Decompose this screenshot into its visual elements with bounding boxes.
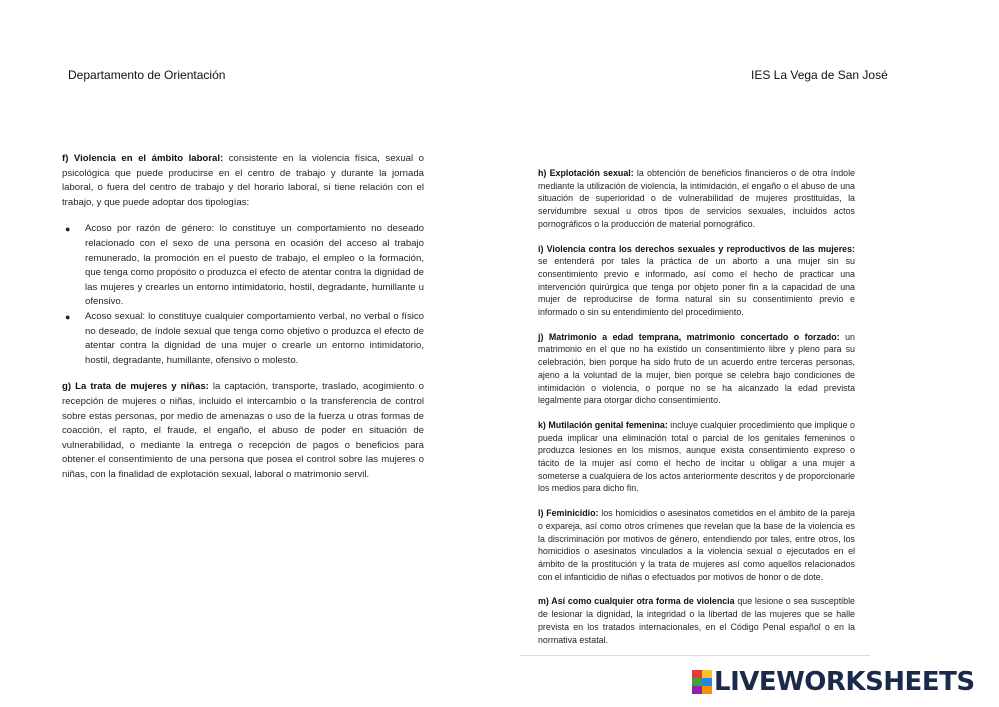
list-item: [62, 310, 424, 368]
liveworksheets-logo: [692, 667, 975, 697]
logo-text: LIVEWORKSHEETS: [714, 667, 975, 697]
bullet-icon: ●: [65, 311, 71, 322]
section-h: [538, 167, 855, 231]
typology-list: [62, 222, 424, 368]
logo-block: [702, 670, 712, 678]
section-m-title: m) Así como cualquier otra forma de violencia: [538, 596, 735, 607]
logo-block: [702, 678, 712, 686]
page-divider: [520, 655, 870, 656]
section-j-text: un matrimonio en el que no ha existido un consentimiento libre y pleno para su celebración, bien porque ha sido fruto de un acuerdo entre terceras personas, ajeno a la voluntad de la mujer, bien porque se celebra bajo condiciones de intimidación o violencia, o porque no se ha alcanzado la edad prevista legalmente para otorgar dicho consentimiento.: [538, 331, 855, 406]
section-l-text: los homicidios o asesinatos cometidos en el ámbito de la pareja o expareja, así como otros crímenes que revelan que la base de la violencia es la discriminación por motivos de género, entendiendo por tales, entre otros, los homicidios o asesinatos vinculados a la violencia sexual o ejecutados en el ámbito de la prostitución y la trata de mujeres así como aquellos relacionados con el infanticidio de niñas o efectuados por motivos de honor o de dote.: [538, 508, 855, 582]
section-i-text: se entenderá por tales la práctica de un aborto a una mujer sin su consentimiento previo e informado, así como el hecho de practicar una intervención quirúrgica que tenga por objeto poner fin a la capacidad de una mujer de reproducirse de forma natural sin su consentimiento previo e informado o sin su entendimiento del procedimiento.: [538, 256, 855, 318]
logo-block: [692, 670, 702, 678]
section-h-title: h) Explotación sexual:: [538, 168, 634, 178]
bullet-icon: ●: [65, 224, 71, 235]
section-i: [538, 243, 855, 319]
list-item-text: Acoso por razón de género: lo constituye un comportamiento no deseado relacionado con el sexo de una persona en ocasión del acceso al trabajo remunerado, la promoción en el puesto de trabajo, el empleo o la formación, que tenga como propósito o produzca el efecto de atentar contra la dignidad de las mujeres y crearles un entorno intimidatorio, hostil, degradante, humillante u ofensivo.: [85, 223, 424, 308]
section-l-title: l) Feminicidio:: [538, 508, 599, 519]
section-k-title: k) Mutilación genital femenina:: [538, 419, 668, 430]
section-i-title: i) Violencia contra los derechos sexuales y reproductivos de las mujeres:: [538, 243, 855, 254]
header-department: Departamento de Orientación: [68, 68, 226, 82]
logo-block: [702, 686, 712, 694]
section-g: [62, 380, 424, 482]
section-j-title: j) Matrimonio a edad temprana, matrimonio concertado o forzado:: [538, 331, 840, 342]
section-l: [538, 507, 855, 583]
left-column: [62, 152, 424, 494]
section-f-title: f) Violencia en el ámbito laboral:: [62, 153, 224, 164]
section-f: [62, 152, 424, 210]
section-f-text: consistente en la violencia física, sexual o psicológica que puede producirse en el centro de trabajo y durante la jornada laboral, o fuera del centro de trabajo y del horario laboral, si tiene relación con el trabajo, y que puede adoptar dos tipologías:: [62, 153, 424, 208]
section-k-text: incluye cualquier procedimiento que implique o pueda implicar una eliminación total o parcial de los genitales femeninos o produzca lesiones en los mismos, aunque exista consentimiento expreso o tácito de la mujer así como el hecho de incitar u obligar a una mujer a someterse a cualquiera de los actos anteriormente descritos y de proporcionarle los medios para dicho fin.: [538, 419, 855, 494]
list-item: [62, 222, 424, 310]
section-g-text: la captación, transporte, traslado, acogimiento o recepción de mujeres o niñas, incluido el intercambio o la transferencia de control sobre estas personas, por medio de amenazas o uso de la fuerza u otras formas de coacción, el rapto, el fraude, el engaño, el abuso de poder en situación de vulnerabilidad, o mediante la entrega o recepción de pagos o beneficios para obtener el consentimiento de una persona que posea el control sobre las mujeres o niñas, con la finalidad de explotación sexual, laboral o matrimonio servil.: [62, 381, 425, 480]
section-h-text: la obtención de beneficios financieros o de otra índole mediante la utilización de violencia, la intimidación, el engaño o el abuso de una situación de superioridad o de vulnerabilidad de mujeres prostituidas, la servidumbre sexual u otros tipos de servicios sexuales, incluidos actos pornográficos o la producción de material pornográfico.: [538, 168, 855, 229]
header-school: IES La Vega de San José: [751, 68, 888, 82]
logo-block: [692, 686, 702, 694]
logo-block: [692, 678, 702, 686]
section-j: [538, 331, 855, 407]
section-m: [538, 595, 855, 646]
section-k: [538, 419, 855, 495]
logo-icon: [692, 670, 712, 694]
list-item-text: Acoso sexual: lo constituye cualquier comportamiento verbal, no verbal o físico no deseado, de índole sexual que tenga como objetivo o produzca el efecto de atentar contra la dignidad de una mujer o crearle un entorno intimidatorio, hostil, degradante, humillante, ofensivo o molesto.: [85, 310, 424, 366]
section-g-title: g) La trata de mujeres y niñas:: [62, 381, 209, 393]
right-column: [538, 167, 855, 658]
section-m-text: que lesione o sea susceptible de lesionar la dignidad, la integridad o la libertad de las mujeres que se halle prevista en los tratados internacionales, en el Código Penal español o en la normativa estatal.: [538, 596, 855, 645]
